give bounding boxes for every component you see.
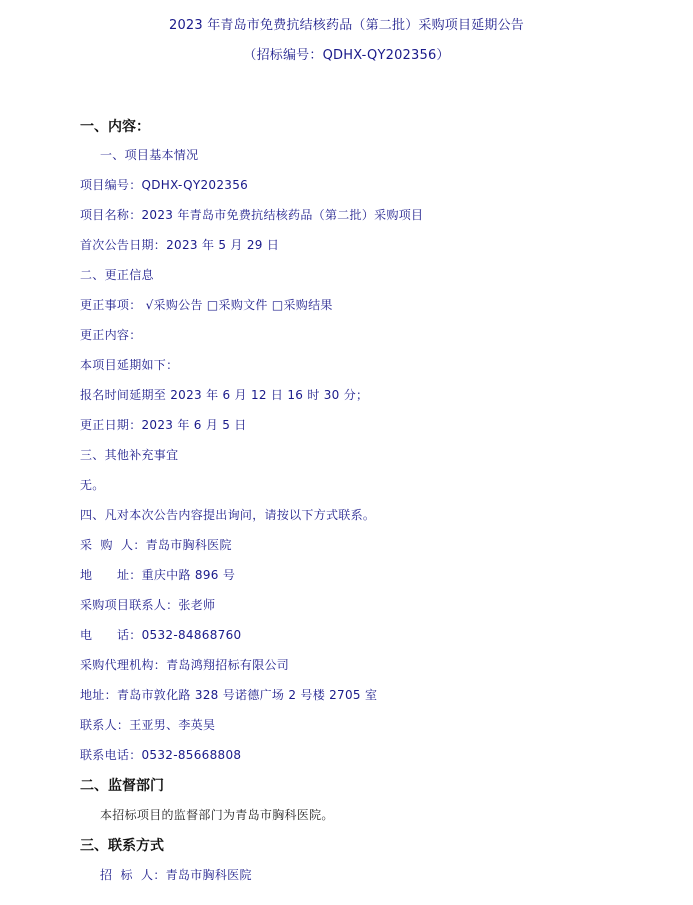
extension-intro: 本项目延期如下： [80,358,179,372]
section-contact-heading: 三、联系方式 [80,838,164,854]
address: 地 址：重庆中路 896 号 [80,568,236,582]
correction-items: 更正事项： √采购公告 □采购文件 □采购结果 [80,298,333,312]
project-number: 项目编号：QDHX-QY202356 [80,178,249,192]
registration-deadline: 报名时间延期至 2023 年 6 月 12 日 16 时 30 分； [80,388,369,402]
agency-phone: 联系电话：0532-85668808 [80,748,242,762]
supervision-text: 本招标项目的监督部门为青岛市胸科医院。 [100,808,334,822]
other-heading: 三、其他补充事宜 [80,448,179,462]
basic-info-heading: 一、项目基本情况 [100,148,199,162]
agency-contact: 联系人：王亚男、李英昊 [80,718,216,732]
section-supervision-heading: 二、监督部门 [80,778,164,794]
correction-heading: 二、更正信息 [80,268,154,282]
correction-content: 更正内容： [80,328,142,342]
other-none: 无。 [80,478,105,492]
section-content-heading: 一、内容： [80,119,150,135]
contact-heading: 四、凡对本次公告内容提出询问，请按以下方式联系。 [80,508,376,522]
correction-date: 更正日期：2023 年 6 月 5 日 [80,418,247,432]
first-notice-date: 首次公告日期：2023 年 5 月 29 日 [80,238,280,252]
agency: 采购代理机构：青岛鸿翔招标有限公司 [80,658,290,672]
project-contact: 采购项目联系人：张老师 [80,598,216,612]
document-subtitle: （招标编号：QDHX-QY202356） [243,48,450,63]
project-name: 项目名称：2023 年青岛市免费抗结核药品（第二批）采购项目 [80,208,424,222]
purchaser: 采 购 人：青岛市胸科医院 [80,538,232,552]
agency-address: 地址：青岛市敦化路 328 号诺德广场 2 号楼 2705 室 [80,688,378,702]
phone: 电 话：0532-84868760 [80,628,242,642]
tenderer: 招 标 人：青岛市胸科医院 [100,868,252,882]
document-title: 2023 年青岛市免费抗结核药品（第二批）采购项目延期公告 [168,18,525,33]
